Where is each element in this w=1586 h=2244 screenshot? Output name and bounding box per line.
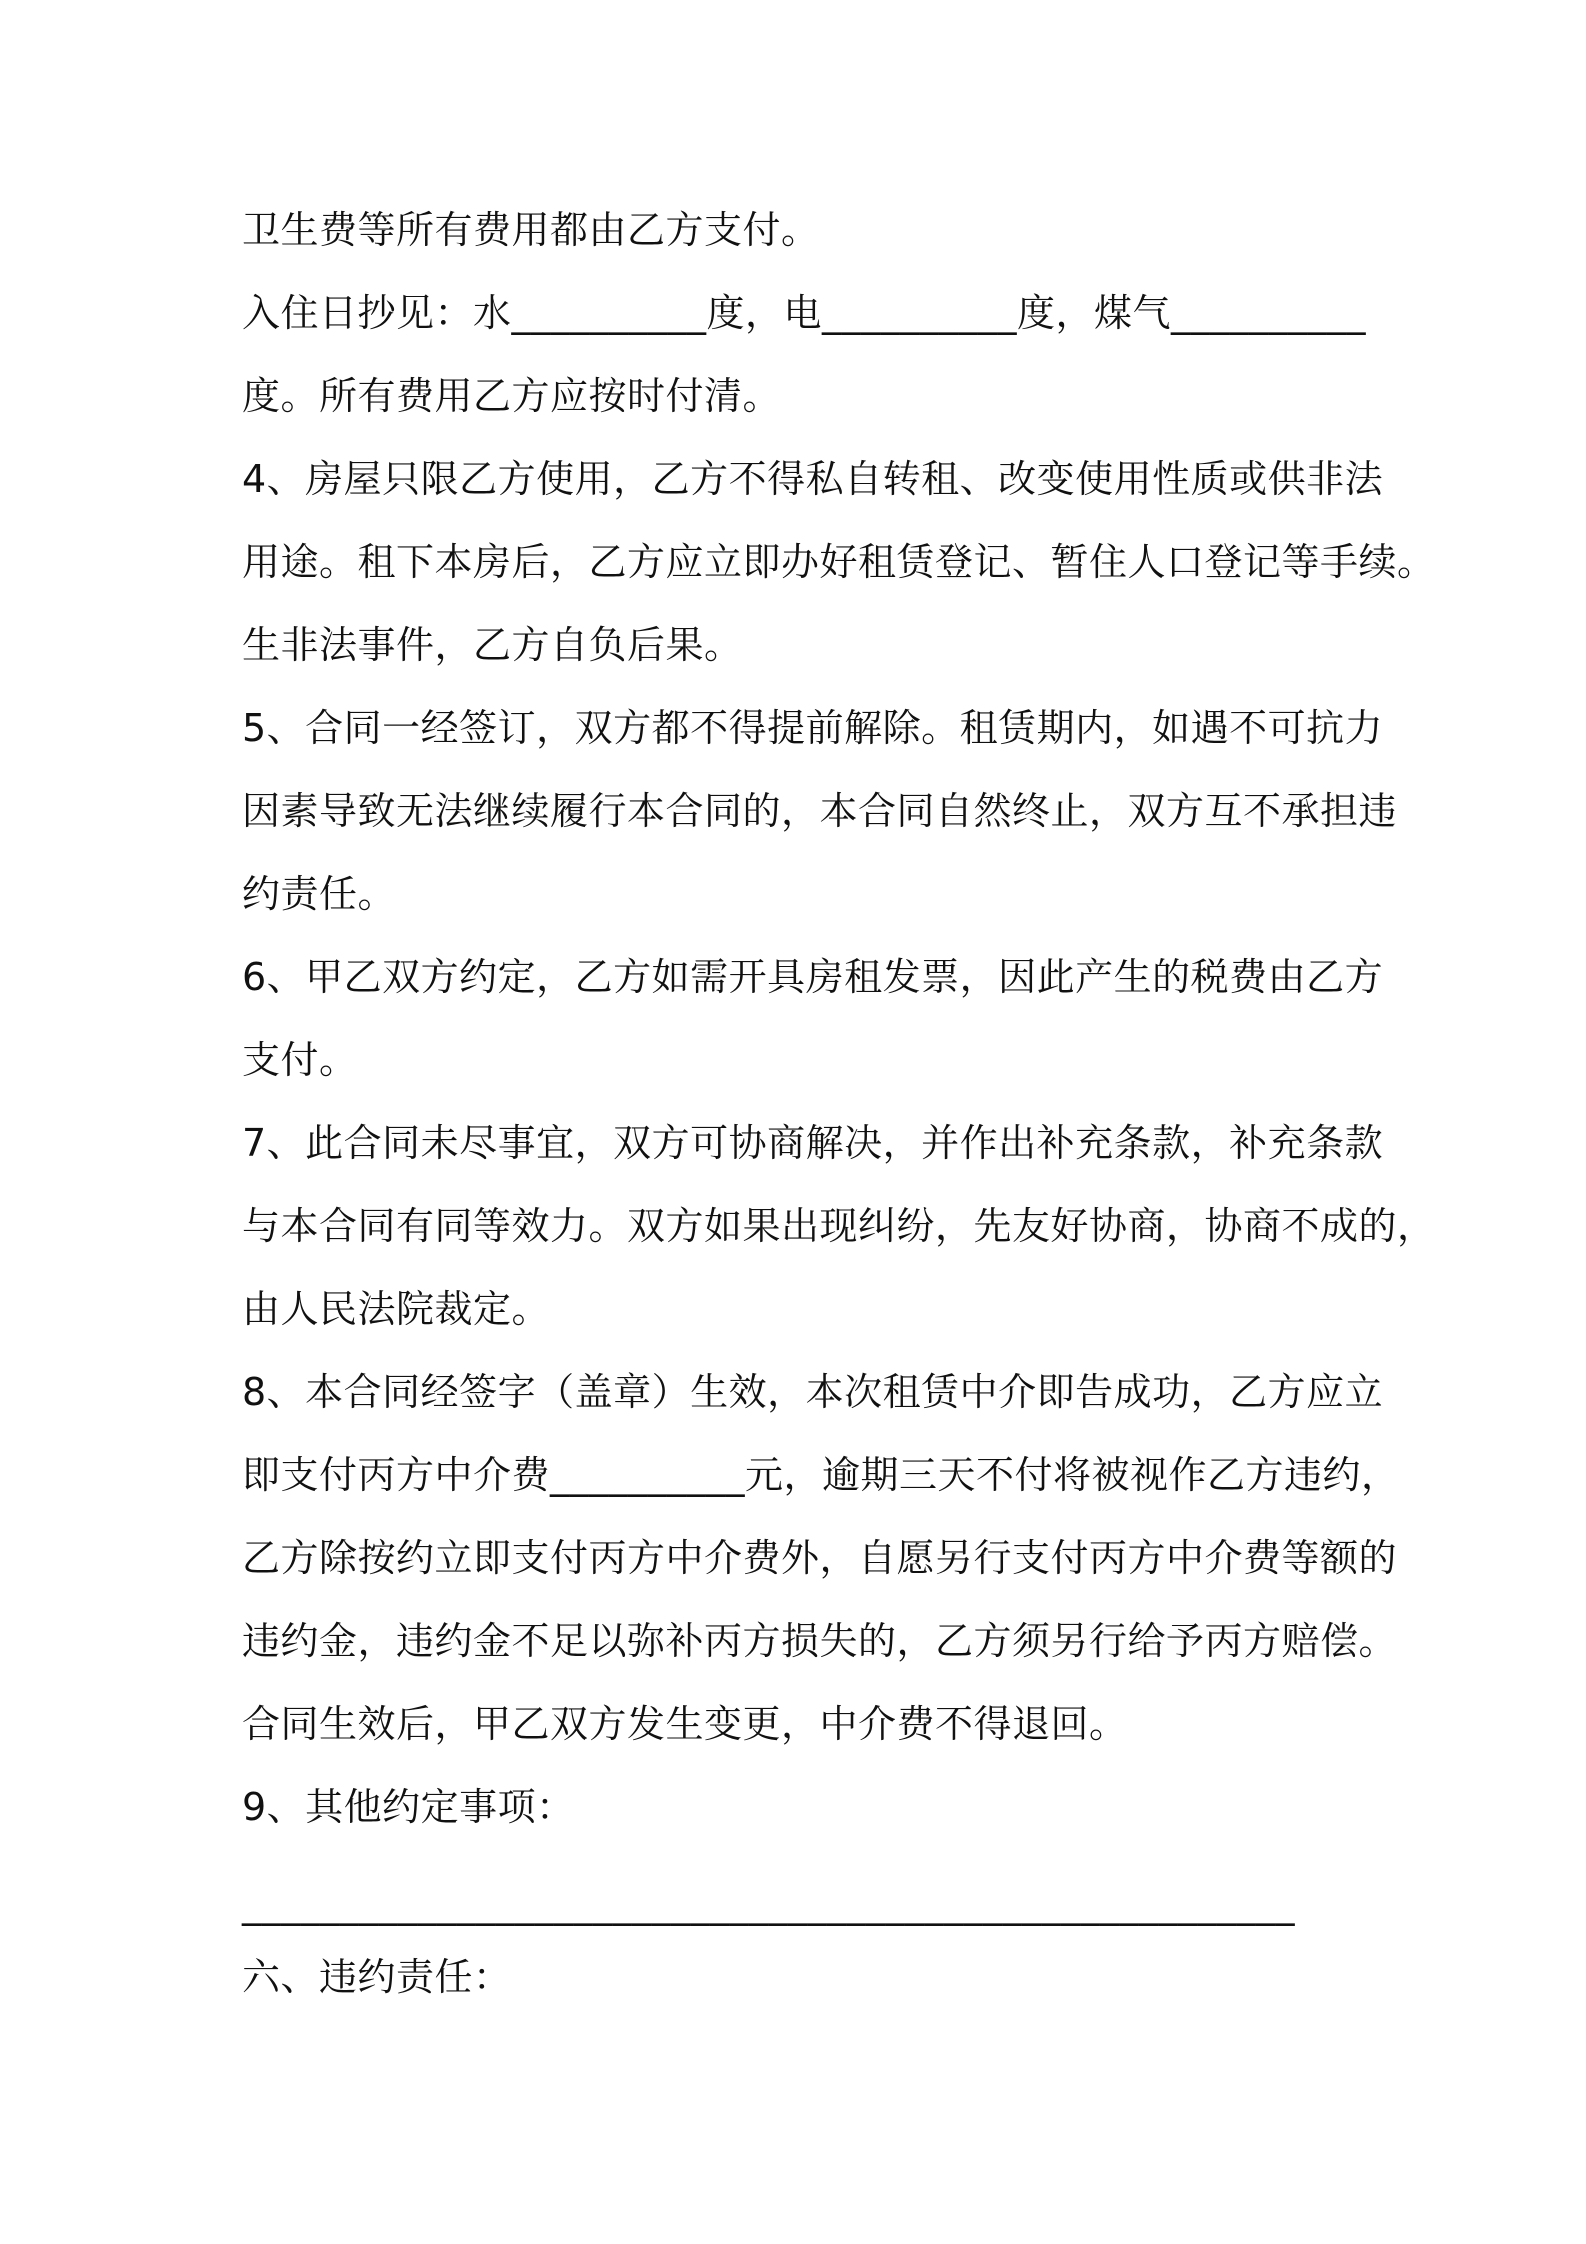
- text-line: 乙方除按约立即支付丙方中介费外，自愿另行支付丙方中介费等额的: [242, 1536, 1398, 1580]
- text-line: 8、本合同经签字（盖章）生效，本次租赁中介即告成功，乙方应立: [242, 1370, 1384, 1414]
- text-line: 卫生费等所有费用都由乙方支付。: [242, 208, 820, 252]
- text-line: 合同生效后，甲乙双方发生变更，中介费不得退回。: [242, 1702, 1128, 1746]
- text-line: 即支付丙方中介费__________元，逾期三天不付将被视作乙方违约，: [242, 1453, 1400, 1497]
- text-line: 7、此合同未尽事宜，双方可协商解决，并作出补充条款，补充条款: [242, 1121, 1384, 1165]
- text-line: 约责任。: [242, 872, 397, 916]
- text-line: 与本合同有同等效力。双方如果出现纠纷，先友好协商，协商不成的，: [242, 1204, 1436, 1248]
- text-line: 因素导致无法继续履行本合同的，本合同自然终止，双方互不承担违: [242, 789, 1398, 833]
- text-line: 由人民法院裁定。: [242, 1287, 551, 1331]
- section-heading: 六、违约责任：: [242, 1955, 512, 1999]
- text-line: 5、合同一经签订，双方都不得提前解除。租赁期内，如遇不可抗力: [242, 706, 1384, 750]
- blank-rule: ______________________________________________________: [242, 1882, 1295, 1926]
- text-line: 用途。租下本房后，乙方应立即办好租赁登记、暂住人口登记等手续。: [242, 540, 1436, 584]
- text-line: 6、甲乙双方约定，乙方如需开具房租发票，因此产生的税费由乙方: [242, 955, 1384, 999]
- text-line: 9、其他约定事项：: [242, 1785, 575, 1829]
- text-line: 生非法事件，乙方自负后果。: [242, 623, 743, 667]
- text-line: 4、房屋只限乙方使用，乙方不得私自转租、改变使用性质或供非法: [242, 457, 1384, 501]
- text-line: 支付。: [242, 1038, 358, 1082]
- text-line: 违约金，违约金不足以弥补丙方损失的，乙方须另行给予丙方赔偿。: [242, 1619, 1398, 1663]
- text-line: 度。所有费用乙方应按时付清。: [242, 374, 782, 418]
- text-line: 入住日抄见：水__________度，电__________度，煤气__________: [242, 291, 1367, 335]
